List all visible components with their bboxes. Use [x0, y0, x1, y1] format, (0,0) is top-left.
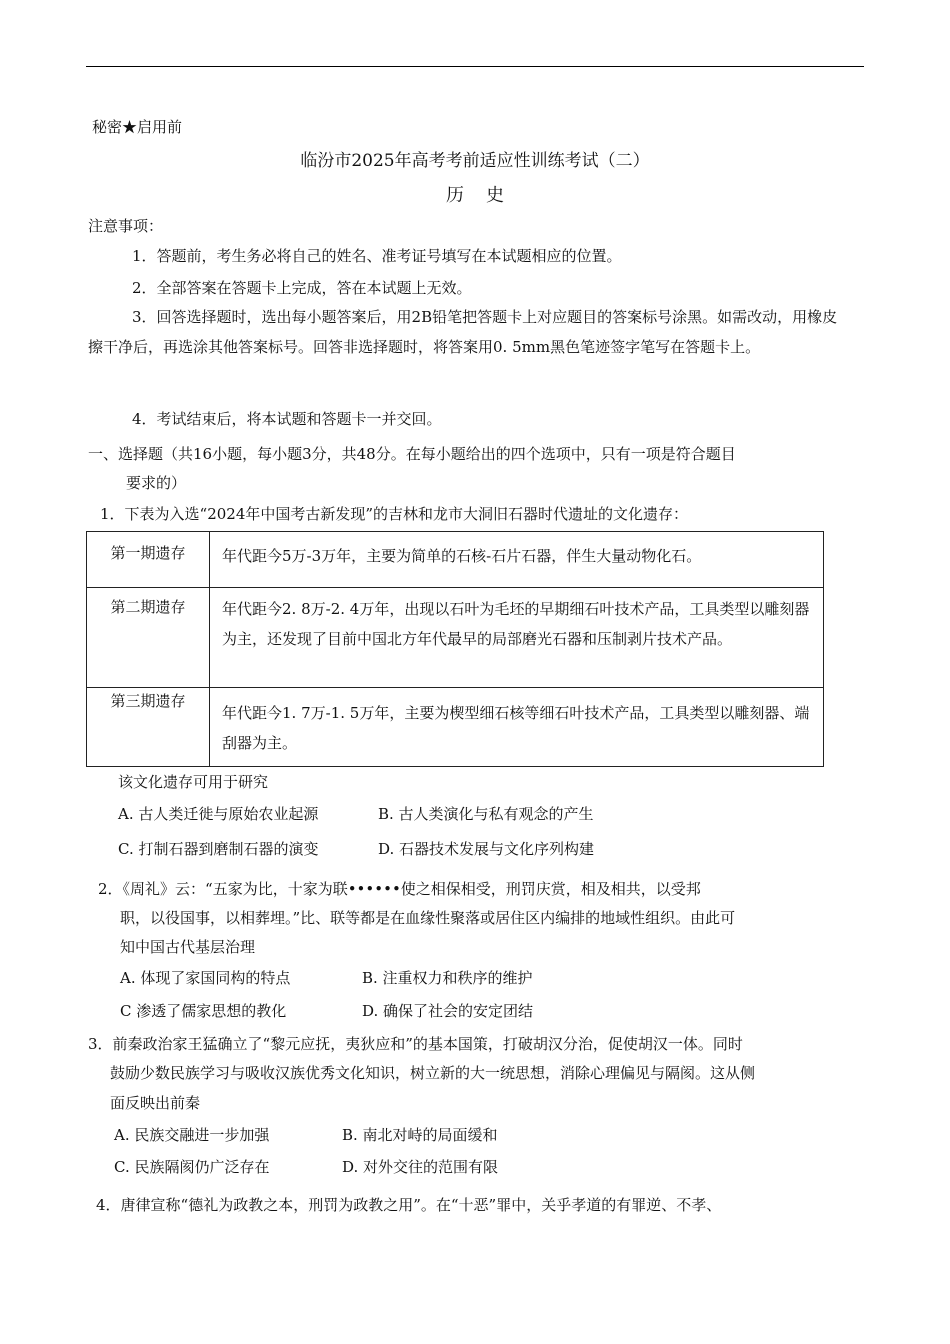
q3-option-a[interactable]: A. 民族交融进一步加强 — [114, 1126, 270, 1144]
period-cell: 第二期遗存 — [87, 588, 210, 688]
question-2-stem: 2．《周礼》云：“五家为比，十家为联••••••使之相保相受，刑罚庆赏，相及相共，以受邦 — [98, 880, 701, 898]
question-3-stem: 3．前秦政治家王猛确立了“黎元应抚，夷狄应和”的基本国策，打破胡汉分治，促使胡汉一体。同时 — [88, 1035, 743, 1053]
notice-heading: 注意事项： — [88, 217, 164, 235]
q2-option-a[interactable]: A. 体现了家国同构的特点 — [120, 969, 291, 987]
question-3-stem-cont: 面反映出前秦 — [110, 1094, 201, 1112]
period-cell: 第一期遗存 — [87, 532, 210, 588]
q3-option-c[interactable]: C. 民族隔阂仍广泛存在 — [114, 1158, 270, 1176]
q3-option-b[interactable]: B. 南北对峙的局面缓和 — [342, 1126, 498, 1144]
table-row — [87, 588, 824, 688]
table-row — [87, 532, 824, 588]
period-cell: 第三期遗存 — [87, 688, 210, 767]
subject-title: 历史 — [446, 185, 526, 206]
notice-item-2: 2．全部答案在答题卡上完成，答在本试题上无效。 — [132, 279, 472, 297]
q3-option-d[interactable]: D. 对外交往的范围有限 — [342, 1158, 499, 1176]
top-rule — [86, 66, 864, 67]
q1-option-c[interactable]: C. 打制石器到磨制石器的演变 — [118, 840, 319, 858]
exam-title: 临汾市2025年高考考前适应性训练考试（二） — [300, 151, 650, 171]
description-cell: 年代距今5万-3万年，主要为简单的石核-石片石器，伴生大量动物化石。 — [210, 532, 824, 588]
notice-item-3: 3．回答选择题时，选出每小题答案后，用2B铅笔把答题卡上对应题目的答案标号涂黑。如需改动，用橡皮擦干净后，再选涂其他答案标号。回答非选择题时，将答案用0. 5mm黑色笔迹签字笔写在答题卡上。 — [88, 308, 838, 356]
description-cell: 年代距今2. 8万-2. 4万年，出现以石叶为毛坯的早期细石叶技术产品，工具类型以雕刻器为主，还发现了目前中国北方年代最早的局部磨光石器和压制剥片技术产品。 — [210, 588, 824, 688]
question-4-stem: 4．唐律宣称“德礼为政教之本，刑罚为政教之用”。在“十恶”罪中，关乎孝道的有罪逆、不孝、 — [96, 1196, 722, 1214]
description-cell: 年代距今1. 7万-1. 5万年，主要为楔型细石核等细石叶技术产品，工具类型以雕刻器、端刮器为主。 — [210, 688, 824, 767]
notice-item-4: 4．考试结束后，将本试题和答题卡一并交回。 — [132, 410, 442, 428]
section-heading-cont: 要求的） — [126, 474, 187, 492]
question-2-stem-cont: 知中国古代基层治理 — [120, 938, 256, 956]
notice-item-1: 1．答题前，考生务必将自己的姓名、准考证号填写在本试题相应的位置。 — [132, 247, 622, 265]
section-heading: 一、选择题（共16小题，每小题3分，共48分。在每小题给出的四个选项中，只有一项是符合题目 — [88, 445, 736, 463]
relics-table — [86, 531, 824, 767]
question-2-stem-cont: 职，以役国事，以相葬埋。”比、联等都是在血缘性聚落或居住区内编排的地域性组织。由此可 — [120, 909, 736, 927]
q2-option-d[interactable]: D. 确保了社会的安定团结 — [362, 1002, 534, 1020]
question-3-stem-cont: 鼓励少数民族学习与吸收汉族优秀文化知识，树立新的大一统思想，消除心理偏见与隔阂。这从侧 — [110, 1064, 756, 1082]
q1-option-d[interactable]: D. 石器技术发展与文化序列构建 — [378, 840, 595, 858]
table-row — [87, 688, 824, 767]
confidential-mark: 秘密★启用前 — [92, 118, 183, 136]
question-1-prompt: 该文化遗存可用于研究 — [118, 773, 269, 791]
q1-option-b[interactable]: B. 古人类演化与私有观念的产生 — [378, 805, 594, 823]
question-1-stem: 1．下表为入选“2024年中国考古新发现”的吉林和龙市大洞旧石器时代遗址的文化遗存： — [100, 505, 689, 523]
q1-option-a[interactable]: A. 古人类迁徙与原始农业起源 — [118, 805, 319, 823]
q2-option-c[interactable]: C 渗透了儒家思想的教化 — [120, 1002, 287, 1020]
q2-option-b[interactable]: B. 注重权力和秩序的维护 — [362, 969, 533, 987]
